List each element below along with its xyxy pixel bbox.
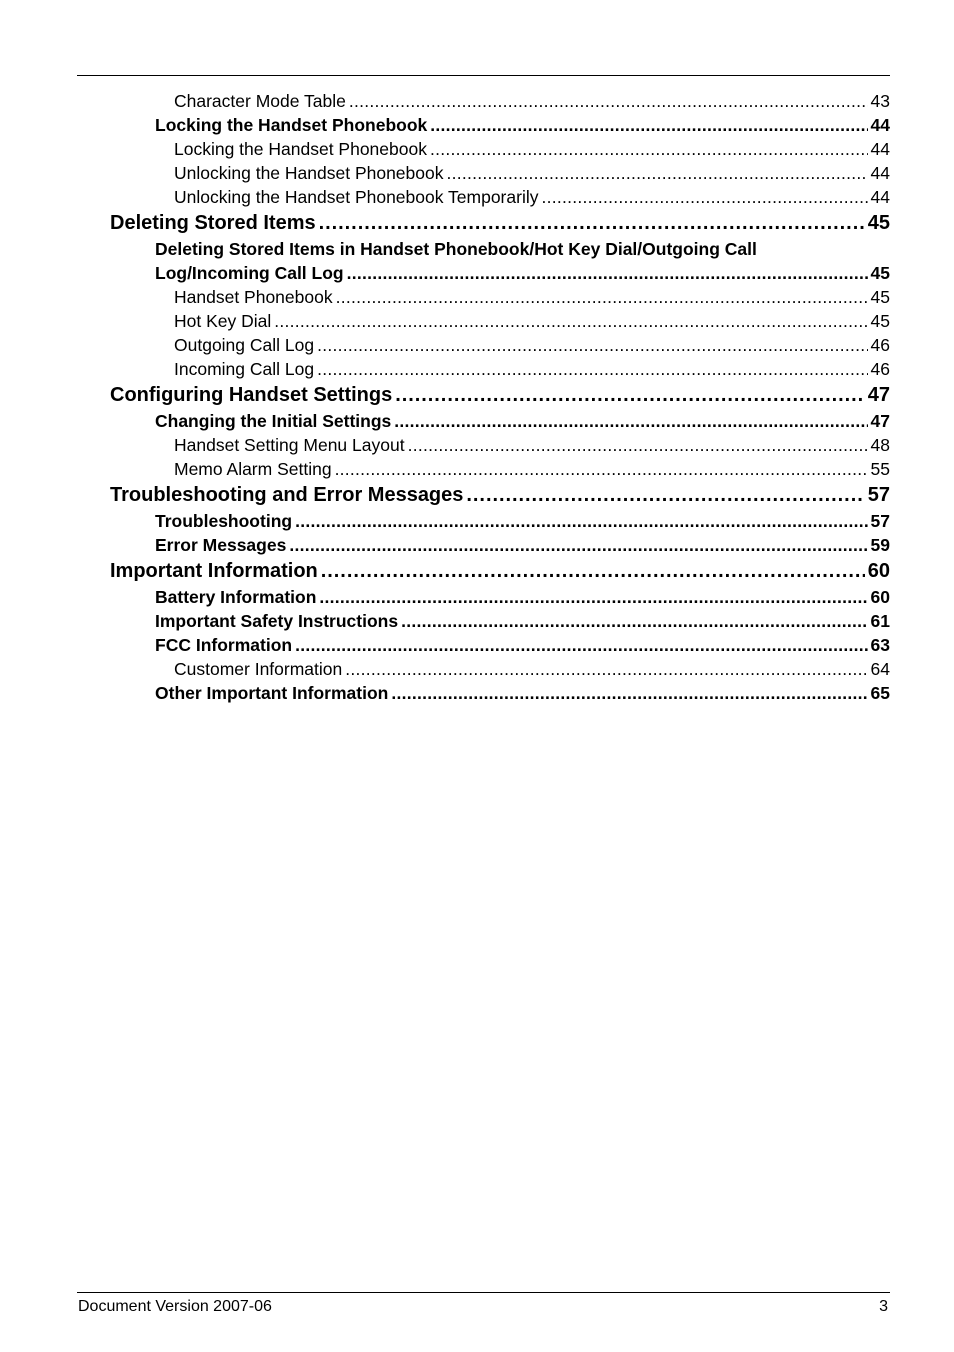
toc-entry-title: Other Important Information [155,683,389,703]
toc-entry-title: Unlocking the Handset Phonebook Temporarily [174,187,539,207]
toc-entry[interactable] [0,137,890,161]
toc-leader-dots [430,113,867,137]
toc-entry[interactable] [0,333,890,357]
toc-leader-dots [430,137,868,161]
toc-entry[interactable] [0,457,890,481]
toc-leader-dots [321,557,865,585]
toc-entry-page: 63 [870,635,890,655]
toc-entry[interactable] [0,357,890,381]
toc-entry[interactable] [0,533,890,557]
toc-entry-title: Locking the Handset Phonebook [155,115,428,135]
toc-entry[interactable] [0,433,890,457]
toc-entry-title: Incoming Call Log [174,359,315,379]
toc-entry-title: Unlocking the Handset Phonebook [174,163,444,183]
toc-leader-dots [319,585,867,609]
toc-entry[interactable] [0,113,890,137]
toc-leader-dots [466,481,864,509]
toc-entry[interactable] [0,89,890,113]
toc-entry[interactable] [0,657,890,681]
toc-entry-page: 57 [867,484,890,506]
toc-leader-dots [401,609,867,633]
toc-entry-page: 64 [870,659,890,679]
toc-entry[interactable] [0,609,890,633]
toc-leader-dots [319,209,865,237]
toc-entry-title: Battery Information [155,587,317,607]
toc-leader-dots [295,633,867,657]
toc-chapter-entry[interactable] [0,481,890,509]
toc-entry-page: 45 [870,287,890,307]
toc-entry[interactable] [0,509,890,533]
toc-entry[interactable] [0,633,890,657]
toc-entry[interactable] [0,585,890,609]
toc-entry-title: Hot Key Dial [174,311,272,331]
toc-entry-page: 44 [870,139,890,159]
toc-entry-page: 55 [870,459,890,479]
toc-entry-title: Deleting Stored Items [110,212,316,234]
toc-entry-page: 44 [870,115,890,135]
toc-entry-title: Important Information [110,560,318,582]
toc-leader-dots [394,409,867,433]
toc-entry-title: Troubleshooting and Error Messages [110,484,464,506]
toc-entry-page: 45 [870,263,890,283]
toc-entry[interactable] [0,161,890,185]
toc-entry-page: 44 [870,187,890,207]
footer-document-version: Document Version 2007-06 [78,1298,272,1315]
footer-rule [77,1292,890,1293]
toc-leader-dots [395,381,865,409]
toc-entry-title: Locking the Handset Phonebook [174,139,427,159]
toc-leader-dots [347,261,868,285]
table-of-contents [0,89,954,705]
toc-leader-dots [317,333,867,357]
header-rule [77,75,890,76]
toc-entry-title: Memo Alarm Setting [174,459,332,479]
toc-chapter-entry[interactable] [0,381,890,409]
toc-entry-page: 61 [870,611,890,631]
toc-entry-page: 65 [870,683,890,703]
toc-entry[interactable] [0,185,890,209]
toc-entry[interactable] [0,409,890,433]
toc-leader-dots [345,657,867,681]
toc-entry-title: Character Mode Table [174,91,346,111]
toc-entry-title: Handset Setting Menu Layout [174,435,405,455]
toc-entry-page: 60 [867,560,890,582]
toc-entry-title: Outgoing Call Log [174,335,315,355]
toc-entry-page: 59 [870,535,890,555]
toc-entry-page: 57 [870,511,890,531]
toc-entry-page: 46 [870,335,890,355]
toc-entry-page: 43 [870,91,890,111]
toc-leader-dots [335,457,868,481]
toc-entry[interactable] [0,285,890,309]
toc-entry-title: Troubleshooting [155,511,293,531]
toc-chapter-entry[interactable] [0,557,890,585]
toc-leader-dots [447,161,868,185]
toc-leader-dots [317,357,867,381]
toc-leader-dots [349,89,868,113]
toc-entry-page: 47 [867,384,890,406]
toc-entry-title: Important Safety Instructions [155,611,399,631]
toc-entry-title: Handset Phonebook [174,287,333,307]
toc-entry-title: Error Messages [155,535,287,555]
toc-leader-dots [391,681,867,705]
footer-page-number: 3 [879,1298,888,1315]
toc-entry-page: 44 [870,163,890,183]
toc-entry-title: Changing the Initial Settings [155,411,392,431]
toc-entry[interactable] [0,261,890,285]
toc-entry[interactable] [0,681,890,705]
toc-entry-title: Customer Information [174,659,343,679]
toc-leader-dots [408,433,868,457]
toc-entry-title-line[interactable]: Deleting Stored Items in Handset Phonebook/Hot Key Dial/Outgoing Call [155,239,757,259]
toc-entry-page: 47 [870,411,890,431]
toc-leader-dots [541,185,867,209]
toc-entry-page: 45 [867,212,890,234]
toc-entry-page: 48 [870,435,890,455]
toc-chapter-entry[interactable] [0,209,890,237]
toc-leader-dots [336,285,868,309]
toc-entry-page: 46 [870,359,890,379]
toc-leader-dots [295,509,867,533]
toc-leader-dots [289,533,867,557]
toc-leader-dots [274,309,867,333]
toc-entry-title: Configuring Handset Settings [110,384,393,406]
toc-entry-page: 45 [870,311,890,331]
toc-entry-title: Log/Incoming Call Log [155,263,344,283]
toc-entry[interactable] [0,309,890,333]
toc-entry-title: FCC Information [155,635,293,655]
toc-entry-page: 60 [870,587,890,607]
